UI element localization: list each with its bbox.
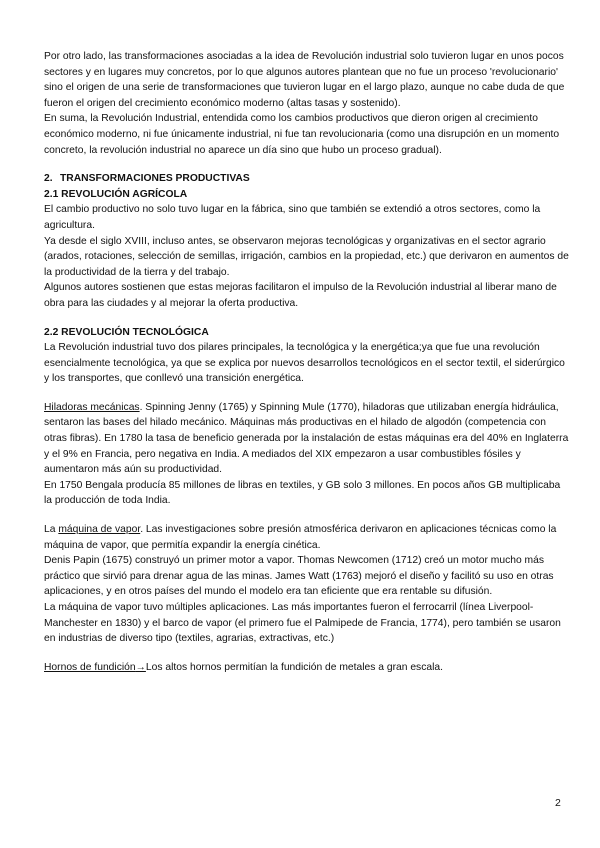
page-number: 2 [555, 797, 561, 809]
agricola-paragraph-2: Ya desde el siglo XVIII, incluso antes, se observaron mejoras tecnológicas y organizativas en el sector agrario (arados, rotaciones, selección de semillas, irrigación, cambios en la propiedad, etc.) que derivaron en aumentos de la productividad de la tierra y del trabajo. [44, 235, 569, 278]
agricola-paragraph-3: Algunos autores sostienen que estas mejoras facilitaron el impulso de la Revolución industrial al liberar mano de obra para las ciudades y al mejorar la oferta productiva. [44, 282, 557, 309]
section-2-number: 2. [44, 173, 53, 185]
agricola-paragraph-1: El cambio productivo no solo tuvo lugar en la fábrica, sino que también se extendió a otros sectores, como la agricultura. [44, 204, 541, 231]
hornos-term-text: Hornos de fundición [44, 661, 136, 673]
tecnologica-paragraph-1: La Revolución industrial tuvo dos pilares principales, la tecnológica y la energética;ya que fue una revolución esencialmente tecnológica, ya que se explica por nuevos desarrollos tecnológicos en el sector textil, el siderúrgico y los transportes, que conllevó una transición energética. [44, 342, 565, 385]
vapor-text: . Las investigaciones sobre presión atmosférica derivaron en aplicaciones técnicas como la máquina de vapor, que permitía expandir la energía cinética. [44, 524, 557, 551]
intro-paragraph-1: Por otro lado, las transformaciones asociadas a la idea de Revolución industrial solo tuvieron lugar en unos pocos sectores y en lugares muy concretos, por lo que algunos autores plantean que no fue un proceso 'revolucionario' sino el origen de una serie de transformaciones que tuvieron lugar en el largo plazo, aunque no cabe duda de que fueron el origen del crecimiento económico moderno (altas tasas y sostenido). [44, 51, 565, 109]
vapor-term: máquina de vapor [58, 524, 141, 536]
hornos-paragraph [44, 660, 570, 676]
page-content [44, 49, 570, 675]
hiladoras-paragraph-1 [44, 400, 570, 478]
intro-paragraph-2: En suma, la Revolución Industrial, entendida como los cambios productivos que dieron origen al crecimiento económico moderno, ni fue únicamente industrial, ni fue tan revolucionaria (como una disrupción en un momento concreto, la revolución industrial no aparece un día sino que hubo un proceso gradual). [44, 113, 560, 156]
hornos-text: Los altos hornos permitían la fundición de metales a gran escala. [145, 661, 443, 673]
hiladoras-paragraph-2: En 1750 Bengala producía 85 millones de libras en textiles, y GB solo 3 millones. En pocos años GB multiplicaba la producción de toda India. [44, 479, 561, 507]
section-2-1-heading: 2.1 REVOLUCIÓN AGRÍCOLA [44, 188, 188, 200]
section-2-heading [44, 171, 570, 187]
arrow-icon: → [135, 661, 146, 673]
section-2-2-heading: 2.2 REVOLUCIÓN TECNOLÓGICA [44, 326, 209, 338]
hiladoras-term: Hiladoras mecánicas [44, 401, 140, 413]
vapor-paragraph-2: Denis Papin (1675) construyó un primer motor a vapor. Thomas Newcomen (1712) creó un motor mucho más práctico que sirvió para drenar agua de las minas. James Watt (1763) mejoró el diseño y facilitó su uso en otras aplicaciones, y en otros países del mundo el modelo era tan eficiente que era rentable su difusión. [44, 555, 554, 598]
hiladoras-text: . Spinning Jenny (1765) y Spinning Mule (1770), hiladoras que utilizaban energía hidráulica, sentaron las bases del hilado mecánico. Máquinas más productivas en el hilado de algodón (competencia con otras fibras). En 1780 la tasa de beneficio generada por la instalación de estas máquinas era del 40% en Inglaterra y el 9% en Francia, pero negativa en India. A mediados del XIX empezaron a usar combustibles fósiles y aumentaron más aún su productividad. [44, 401, 569, 476]
vapor-prefix: La [44, 524, 59, 536]
section-2-title: TRANSFORMACIONES PRODUCTIVAS [60, 173, 250, 185]
hornos-term [44, 662, 146, 673]
vapor-paragraph-3: La máquina de vapor tuvo múltiples aplicaciones. Las más importantes fueron el ferrocarril (línea Liverpool-Manchester en 1830) y el barco de vapor (el primero fue el Palmipede de Francia, 1774), pero también se usaron en industrias de diverso tipo (textiles, agrarias, extractivas, etc.) [44, 602, 561, 645]
vapor-paragraph-1 [44, 522, 570, 553]
